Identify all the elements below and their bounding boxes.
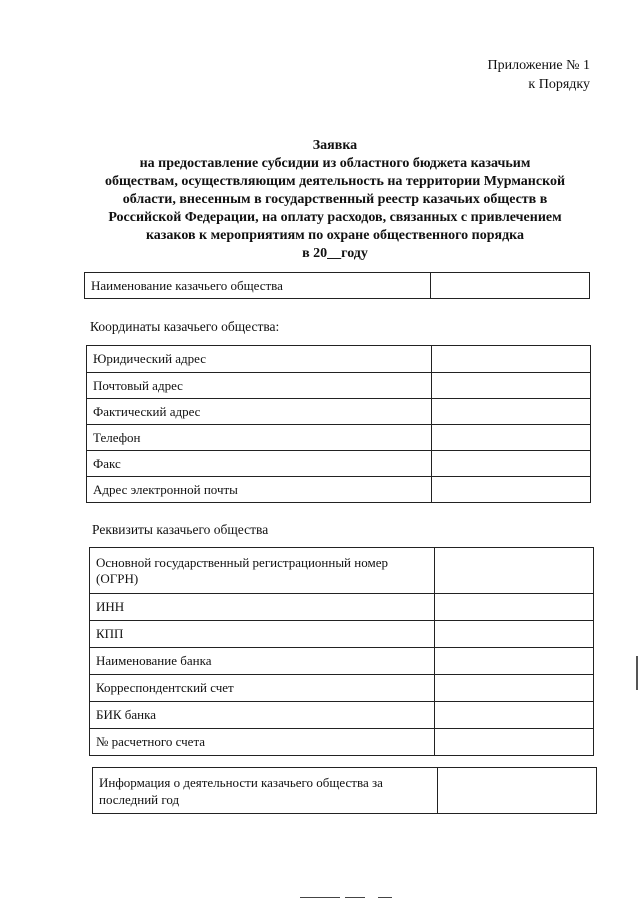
field-label: Наименование казачьего общества [85,273,431,299]
table-row [90,648,594,675]
heading-line: казаков к мероприятиям по охране общественного порядка [145,228,525,243]
application-title: Заявка [312,138,358,153]
field-label: Почтовый адрес [87,373,432,399]
field-value-cell[interactable] [435,548,594,594]
appendix-order: к Порядку [528,77,590,92]
requisites-section-label: Реквизиты казачьего общества [92,522,269,537]
scan-edge-mark [636,656,638,690]
field-label: КПП [90,621,435,648]
table-row [93,768,597,814]
table-row [87,425,591,451]
field-value-cell[interactable] [432,399,591,425]
heading-line: обществам, осуществляющим деятельность на территории Мурманской [104,174,566,189]
field-label: ИНН [90,594,435,621]
coordinates-table [86,345,591,503]
field-label: Основной государственный регистрационный номер (ОГРН) [90,548,435,594]
field-value-cell[interactable] [431,273,590,299]
table-row [90,548,594,594]
appendix-reference [488,56,591,94]
heading-line: области, внесенным в государственный реестр казачьих обществ в [122,192,548,207]
table-row [90,675,594,702]
table-row [87,373,591,399]
table-row [85,273,590,299]
field-label: Корреспондентский счет [90,675,435,702]
field-value-cell[interactable] [435,594,594,621]
table-row [90,729,594,756]
application-heading [70,137,600,263]
table-row [90,702,594,729]
table-row [90,621,594,648]
field-label: БИК банка [90,702,435,729]
field-value-cell[interactable] [432,373,591,399]
table-row [90,594,594,621]
table-row [87,477,591,503]
requisites-table [89,547,594,756]
heading-line: Российской Федерации, на оплату расходов, связанных с привлечением [108,210,562,225]
field-value-cell[interactable] [432,451,591,477]
coordinates-section-label: Координаты казачьего общества: [90,319,280,334]
table-row [87,346,591,373]
table-row [87,399,591,425]
field-label: Юридический адрес [87,346,432,373]
field-label: Телефон [87,425,432,451]
field-value-cell[interactable] [432,477,591,503]
field-value-cell[interactable] [435,621,594,648]
appendix-number: Приложение № 1 [487,58,590,73]
heading-line: на предоставление субсидии из областного бюджета казачьим [139,156,531,171]
field-value-cell[interactable] [432,346,591,373]
field-value-cell[interactable] [435,729,594,756]
field-label: Фактический адрес [87,399,432,425]
field-label: Информация о деятельности казачьего общества за последний год [93,768,438,814]
field-label: № расчетного счета [90,729,435,756]
society-name-table [84,272,590,299]
field-label: Адрес электронной почты [87,477,432,503]
table-row [87,451,591,477]
activity-info-table [92,767,597,814]
field-value-cell[interactable] [435,675,594,702]
scan-mark [300,897,340,898]
heading-year-line: в 20__году [302,246,368,261]
scan-mark [378,897,392,898]
field-value-cell[interactable] [438,768,597,814]
field-value-cell[interactable] [435,702,594,729]
field-label: Факс [87,451,432,477]
scan-mark [345,897,365,898]
field-value-cell[interactable] [435,648,594,675]
field-label: Наименование банка [90,648,435,675]
field-value-cell[interactable] [432,425,591,451]
